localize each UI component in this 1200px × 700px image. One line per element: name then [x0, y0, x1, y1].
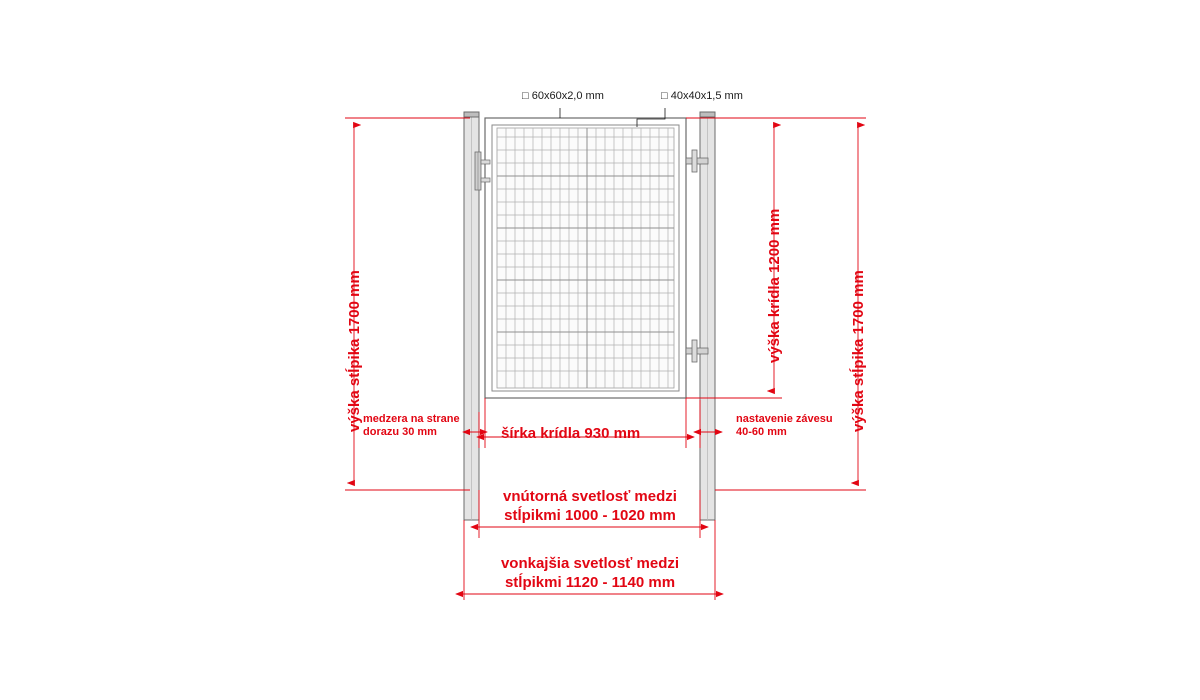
- dim-wing-height: výška krídla 1200 mm: [766, 208, 783, 363]
- dim-outer-clearance-line2: stĺpikmi 1120 - 1140 mm: [504, 574, 676, 591]
- dim-outer-clearance: [480, 554, 700, 592]
- dim-inner-clearance-line1: vnútorná svetlosť medzi: [503, 488, 677, 505]
- callout-frame-profile: [522, 90, 604, 102]
- dim-outer-clearance-line1: vonkajšia svetlosť medzi: [500, 555, 680, 572]
- dim-inner-clearance: [480, 487, 700, 525]
- gate-structure: [464, 112, 715, 520]
- dim-post-height-right: výška stĺpika 1700 mm: [850, 270, 867, 432]
- dim-hinge-adjust-line1: nastavenie závesu: [736, 413, 833, 425]
- callout-wing-profile-text: 40x40x1,5 mm: [670, 90, 743, 102]
- dim-hinge-adjust-line2: 40-60 mm: [736, 426, 787, 438]
- dim-gap-stop-side: [363, 413, 460, 439]
- square-profile-icon: □: [522, 90, 529, 102]
- callout-wing-profile: [661, 90, 743, 102]
- dim-hinge-adjust: [736, 413, 833, 439]
- mesh-panel: [497, 128, 674, 388]
- dim-gap-stop-side-line1: medzera na strane: [363, 413, 460, 425]
- dim-inner-clearance-line2: stĺpikmi 1000 - 1020 mm: [504, 507, 676, 524]
- dim-gap-stop-side-line2: dorazu 30 mm: [363, 426, 437, 438]
- dim-post-height-left: výška stĺpika 1700 mm: [346, 270, 363, 432]
- callout-frame-profile-text: 60x60x2,0 mm: [531, 90, 604, 102]
- right-post: [700, 112, 715, 520]
- dim-wing-width: šírka krídla 930 mm: [501, 425, 641, 442]
- square-profile-icon-2: □: [661, 90, 668, 102]
